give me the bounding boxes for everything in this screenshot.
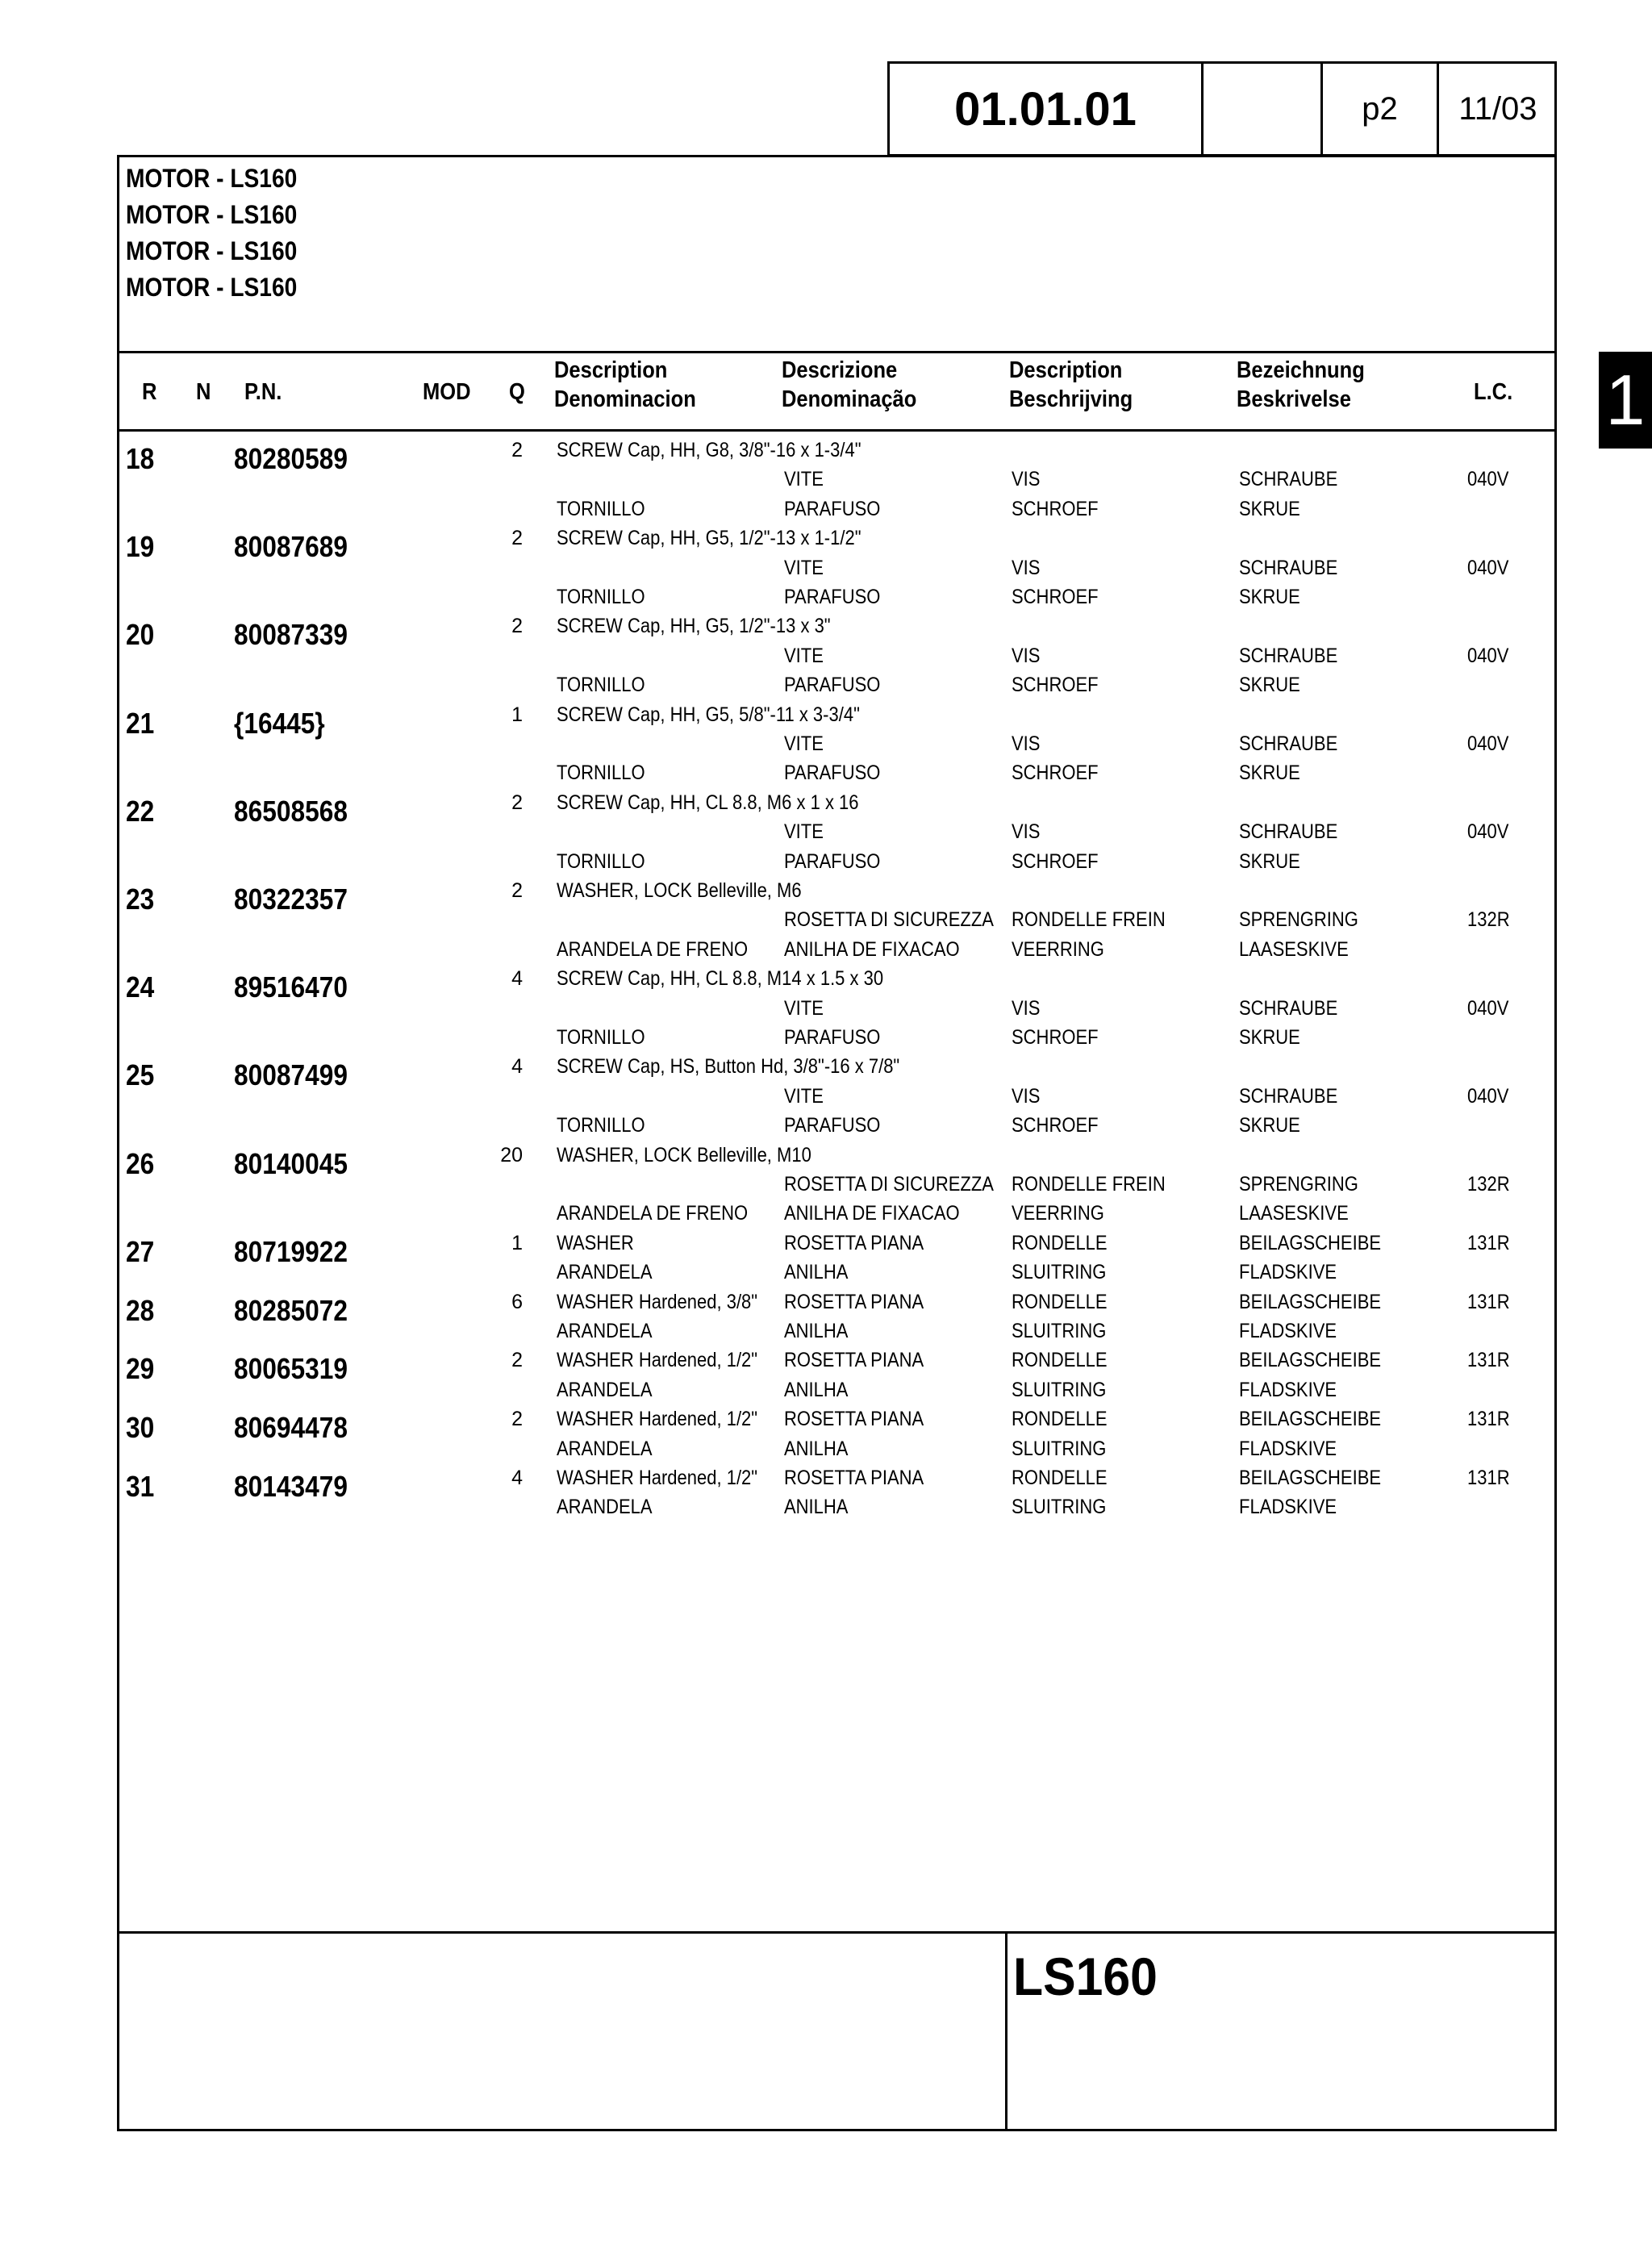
description-fr: VIS xyxy=(1012,732,1041,755)
column-header-beschrijving: Beschrijving xyxy=(1009,386,1133,412)
quantity: 2 xyxy=(511,527,523,550)
description-pt: ANILHA xyxy=(784,1496,849,1519)
description-de: SCHRAUBE xyxy=(1239,468,1338,491)
description-fr: VIS xyxy=(1012,1084,1041,1108)
description-es: TORNILLO xyxy=(557,497,645,520)
location-code: 131R xyxy=(1467,1349,1510,1372)
header-bottom-rule xyxy=(117,429,1557,432)
description-it: VITE xyxy=(784,644,824,667)
page-title: MOTOR - LS160 xyxy=(126,200,298,229)
ref-number: 29 xyxy=(126,1352,155,1386)
ref-number: 25 xyxy=(126,1058,155,1092)
description-es: TORNILLO xyxy=(557,586,645,608)
description-en: SCREW Cap, HH, G5, 1/2"-13 x 1-1/2" xyxy=(557,527,861,550)
description-fr: VIS xyxy=(1012,996,1041,1020)
description-nl: SLUITRING xyxy=(1012,1320,1107,1342)
ref-number: 28 xyxy=(126,1293,155,1327)
description-nl: SLUITRING xyxy=(1012,1261,1107,1284)
description-it: ROSETTA PIANA xyxy=(784,1467,924,1489)
description-en: WASHER Hardened, 3/8" xyxy=(557,1290,758,1313)
description-pt: PARAFUSO xyxy=(784,497,881,520)
part-number: 86508568 xyxy=(234,794,348,828)
description-de: SPRENGRING xyxy=(1239,1173,1358,1196)
description-no: SKRUE xyxy=(1239,586,1300,608)
description-pt: PARAFUSO xyxy=(784,1026,881,1049)
description-es: ARANDELA DE FRENO xyxy=(557,1202,749,1225)
description-nl: SCHROEF xyxy=(1012,849,1099,873)
description-no: FLADSKIVE xyxy=(1239,1437,1337,1460)
ref-number: 23 xyxy=(126,883,155,916)
ref-number: 18 xyxy=(126,442,155,475)
description-de: BEILAGSCHEIBE xyxy=(1239,1467,1382,1489)
quantity: 2 xyxy=(511,791,523,814)
description-es: TORNILLO xyxy=(557,1026,645,1049)
description-no: FLADSKIVE xyxy=(1239,1261,1337,1284)
footer-rule xyxy=(117,1931,1557,1934)
location-code: 040V xyxy=(1467,644,1509,667)
description-no: FLADSKIVE xyxy=(1239,1320,1337,1342)
description-de: SCHRAUBE xyxy=(1239,732,1338,755)
description-de: SCHRAUBE xyxy=(1239,1084,1338,1108)
description-it: VITE xyxy=(784,556,824,579)
description-it: VITE xyxy=(784,468,824,491)
description-it: ROSETTA DI SICUREZZA xyxy=(784,1173,994,1196)
description-nl: SLUITRING xyxy=(1012,1496,1107,1519)
column-header-mod: MOD xyxy=(423,379,471,405)
description-no: SKRUE xyxy=(1239,849,1300,873)
description-pt: ANILHA DE FIXACAO xyxy=(784,1202,960,1225)
description-fr: RONDELLE xyxy=(1012,1290,1108,1313)
description-nl: SCHROEF xyxy=(1012,497,1099,520)
description-pt: ANILHA xyxy=(784,1378,849,1401)
description-it: ROSETTA PIANA xyxy=(784,1408,924,1431)
part-number: 80087339 xyxy=(234,618,348,652)
description-nl: SLUITRING xyxy=(1012,1378,1107,1401)
description-fr: RONDELLE xyxy=(1012,1408,1108,1431)
description-es: TORNILLO xyxy=(557,674,645,697)
column-header-beskrivelse: Beskrivelse xyxy=(1237,386,1351,412)
description-en: WASHER Hardened, 1/2" xyxy=(557,1408,758,1431)
description-nl: SCHROEF xyxy=(1012,586,1099,608)
description-it: VITE xyxy=(784,1084,824,1108)
quantity: 1 xyxy=(511,703,523,726)
ref-number: 20 xyxy=(126,618,155,652)
description-de: SPRENGRING xyxy=(1239,908,1358,932)
location-code: 040V xyxy=(1467,820,1509,844)
quantity: 2 xyxy=(511,439,523,461)
description-pt: ANILHA xyxy=(784,1261,849,1284)
ref-number: 27 xyxy=(126,1234,155,1268)
column-header-denominacion: Denominacion xyxy=(554,386,696,412)
description-pt: ANILHA xyxy=(784,1437,849,1460)
description-en: SCREW Cap, HH, CL 8.8, M14 x 1.5 x 30 xyxy=(557,967,884,991)
part-number: 80694478 xyxy=(234,1411,348,1445)
description-es: ARANDELA DE FRENO xyxy=(557,937,749,961)
description-en: WASHER, LOCK Belleville, M10 xyxy=(557,1143,811,1166)
location-code: 040V xyxy=(1467,996,1509,1020)
part-number: 80143479 xyxy=(234,1470,348,1503)
description-pt: PARAFUSO xyxy=(784,586,881,608)
description-es: TORNILLO xyxy=(557,762,645,785)
quantity: 2 xyxy=(511,1408,523,1431)
description-de: BEILAGSCHEIBE xyxy=(1239,1290,1382,1313)
ref-number: 22 xyxy=(126,794,155,828)
description-fr: RONDELLE FREIN xyxy=(1012,1173,1166,1196)
description-nl: SLUITRING xyxy=(1012,1437,1107,1460)
description-de: BEILAGSCHEIBE xyxy=(1239,1408,1382,1431)
description-nl: VEERRING xyxy=(1012,937,1104,961)
description-nl: VEERRING xyxy=(1012,1202,1104,1225)
description-es: ARANDELA xyxy=(557,1261,653,1284)
footer-divider xyxy=(1005,1931,1007,2131)
part-number: 80065319 xyxy=(234,1352,348,1386)
section-number: 01.01.01 xyxy=(954,82,1137,136)
description-no: LAASESKIVE xyxy=(1239,937,1349,961)
location-code: 040V xyxy=(1467,1084,1509,1108)
description-en: SCREW Cap, HH, CL 8.8, M6 x 1 x 16 xyxy=(557,791,859,814)
description-pt: PARAFUSO xyxy=(784,762,881,785)
part-number: 80087499 xyxy=(234,1058,348,1092)
quantity: 2 xyxy=(511,879,523,902)
revision-date: 11/03 xyxy=(1458,90,1537,127)
ref-number: 19 xyxy=(126,530,155,564)
description-fr: VIS xyxy=(1012,644,1041,667)
ref-number: 21 xyxy=(126,706,155,740)
quantity: 2 xyxy=(511,615,523,638)
location-code: 132R xyxy=(1467,1173,1510,1196)
part-number: 80087689 xyxy=(234,530,348,564)
description-fr: RONDELLE FREIN xyxy=(1012,908,1166,932)
description-no: LAASESKIVE xyxy=(1239,1202,1349,1225)
description-pt: ANILHA xyxy=(784,1320,849,1342)
ref-number: 31 xyxy=(126,1470,155,1503)
description-it: ROSETTA DI SICUREZZA xyxy=(784,908,994,932)
description-de: BEILAGSCHEIBE xyxy=(1239,1349,1382,1372)
description-nl: SCHROEF xyxy=(1012,1026,1099,1049)
part-number: 89516470 xyxy=(234,970,348,1004)
description-en: WASHER Hardened, 1/2" xyxy=(557,1349,758,1372)
section-tab: 1 xyxy=(1599,352,1652,449)
page-title: MOTOR - LS160 xyxy=(126,273,298,302)
quantity: 4 xyxy=(511,1055,523,1079)
description-it: ROSETTA PIANA xyxy=(784,1290,924,1313)
column-header-bezeichnung: Bezeichnung xyxy=(1237,357,1365,383)
description-fr: RONDELLE xyxy=(1012,1231,1108,1254)
location-code: 040V xyxy=(1467,732,1509,755)
part-number: 80322357 xyxy=(234,883,348,916)
description-it: VITE xyxy=(784,996,824,1020)
location-code: 040V xyxy=(1467,468,1509,491)
quantity: 1 xyxy=(511,1231,523,1254)
description-fr: RONDELLE xyxy=(1012,1467,1108,1489)
description-pt: PARAFUSO xyxy=(784,674,881,697)
description-no: SKRUE xyxy=(1239,1114,1300,1137)
ref-number: 30 xyxy=(126,1411,155,1445)
part-number: 80719922 xyxy=(234,1234,348,1268)
header-divider xyxy=(1201,61,1204,156)
column-header-description: Description xyxy=(554,357,668,383)
description-no: SKRUE xyxy=(1239,1026,1300,1049)
description-de: SCHRAUBE xyxy=(1239,644,1338,667)
part-number: {16445} xyxy=(234,706,325,740)
description-no: FLADSKIVE xyxy=(1239,1378,1337,1401)
description-es: ARANDELA xyxy=(557,1437,653,1460)
location-code: 132R xyxy=(1467,908,1510,932)
description-en: SCREW Cap, HS, Button Hd, 3/8"-16 x 7/8" xyxy=(557,1055,900,1079)
ref-number: 26 xyxy=(126,1146,155,1180)
description-pt: PARAFUSO xyxy=(784,849,881,873)
description-nl: SCHROEF xyxy=(1012,674,1099,697)
description-en: WASHER xyxy=(557,1231,634,1254)
description-en: SCREW Cap, HH, G5, 5/8"-11 x 3-3/4" xyxy=(557,703,860,726)
description-es: ARANDELA xyxy=(557,1320,653,1342)
description-no: SKRUE xyxy=(1239,762,1300,785)
description-de: SCHRAUBE xyxy=(1239,996,1338,1020)
part-number: 80280589 xyxy=(234,442,348,475)
ref-number: 24 xyxy=(126,970,155,1004)
description-fr: VIS xyxy=(1012,820,1041,844)
description-no: SKRUE xyxy=(1239,497,1300,520)
location-code: 040V xyxy=(1467,556,1509,579)
description-nl: SCHROEF xyxy=(1012,762,1099,785)
description-es: ARANDELA xyxy=(557,1496,653,1519)
column-header-r: R xyxy=(142,379,157,405)
page-title: MOTOR - LS160 xyxy=(126,236,298,265)
description-en: WASHER Hardened, 1/2" xyxy=(557,1467,758,1489)
description-fr: VIS xyxy=(1012,556,1041,579)
description-de: SCHRAUBE xyxy=(1239,820,1338,844)
location-code: 131R xyxy=(1467,1408,1510,1431)
column-header-n: N xyxy=(196,379,211,405)
description-es: ARANDELA xyxy=(557,1378,653,1401)
location-code: 131R xyxy=(1467,1231,1510,1254)
description-it: VITE xyxy=(784,732,824,755)
quantity: 4 xyxy=(511,967,523,991)
column-header-lc: L.C. xyxy=(1474,379,1513,405)
page-number: p2 xyxy=(1362,90,1398,127)
description-fr: RONDELLE xyxy=(1012,1349,1108,1372)
column-header-pn: P.N. xyxy=(244,379,282,405)
description-es: TORNILLO xyxy=(557,849,645,873)
description-pt: PARAFUSO xyxy=(784,1114,881,1137)
description-en: SCREW Cap, HH, G8, 3/8"-16 x 1-3/4" xyxy=(557,439,861,461)
description-it: ROSETTA PIANA xyxy=(784,1231,924,1254)
column-header-denominacao: Denominação xyxy=(782,386,917,412)
page-title: MOTOR - LS160 xyxy=(126,164,298,193)
description-es: TORNILLO xyxy=(557,1114,645,1137)
column-header-description-fr: Description xyxy=(1009,357,1123,383)
description-it: VITE xyxy=(784,820,824,844)
description-pt: ANILHA DE FIXACAO xyxy=(784,937,960,961)
description-en: WASHER, LOCK Belleville, M6 xyxy=(557,879,802,902)
quantity: 4 xyxy=(511,1467,523,1489)
model-name: LS160 xyxy=(1013,1947,1158,2006)
column-header-descrizione: Descrizione xyxy=(782,357,898,383)
location-code: 131R xyxy=(1467,1467,1510,1489)
description-no: SKRUE xyxy=(1239,674,1300,697)
description-en: SCREW Cap, HH, G5, 1/2"-13 x 3" xyxy=(557,615,831,638)
description-fr: VIS xyxy=(1012,468,1041,491)
part-number: 80140045 xyxy=(234,1146,348,1180)
quantity: 6 xyxy=(511,1290,523,1313)
description-nl: SCHROEF xyxy=(1012,1114,1099,1137)
description-it: ROSETTA PIANA xyxy=(784,1349,924,1372)
description-de: BEILAGSCHEIBE xyxy=(1239,1231,1382,1254)
header-top-rule xyxy=(117,351,1557,353)
quantity: 2 xyxy=(511,1349,523,1372)
part-number: 80285072 xyxy=(234,1293,348,1327)
description-de: SCHRAUBE xyxy=(1239,556,1338,579)
column-header-q: Q xyxy=(509,379,525,405)
quantity: 20 xyxy=(500,1143,523,1166)
description-no: FLADSKIVE xyxy=(1239,1496,1337,1519)
location-code: 131R xyxy=(1467,1290,1510,1313)
